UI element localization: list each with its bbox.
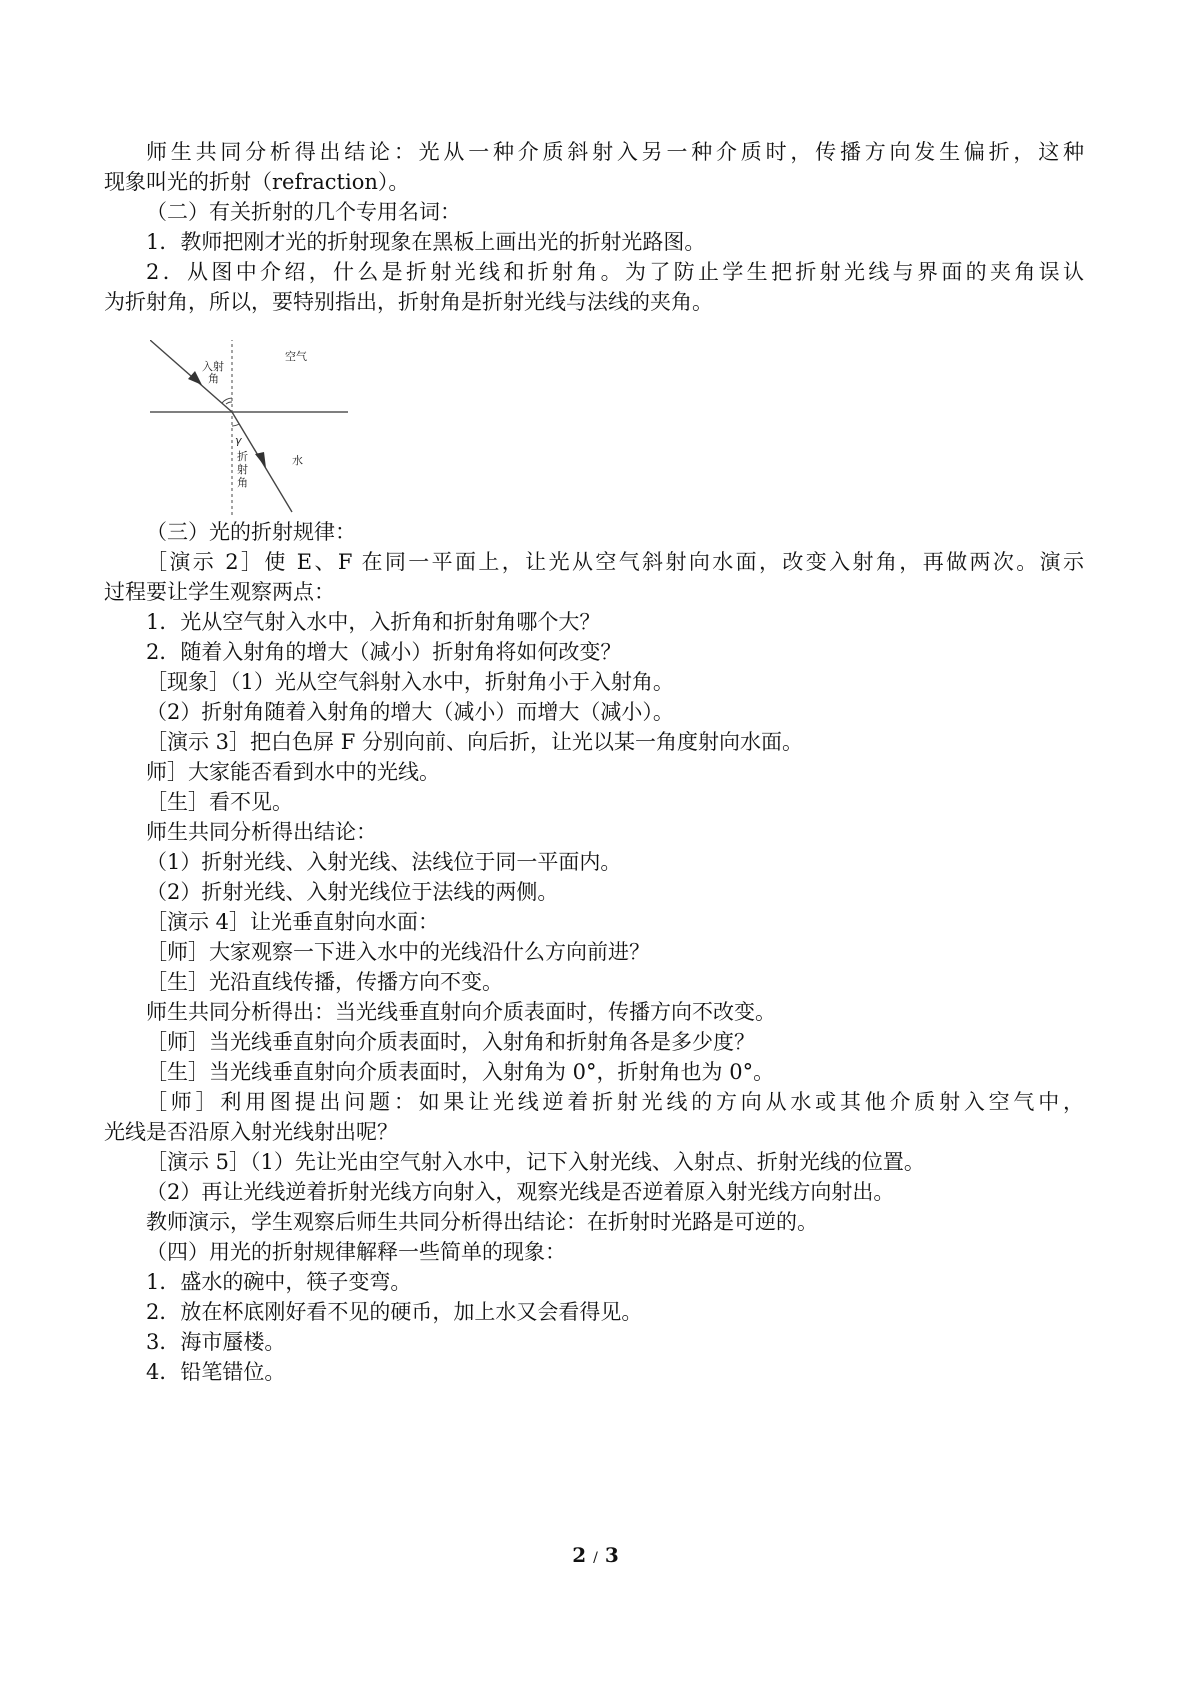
phenomenon-1: ［现象］（1）光从空气斜射入水中，折射角小于入射角。	[146, 670, 674, 694]
student-answer-1: ［生］看不见。	[146, 790, 293, 814]
water-label: 水	[292, 454, 303, 467]
paragraph-conclusion-line1: 师生共同分析得出结论：光从一种介质斜射入另一种介质时，传播方向发生偏折，这种	[146, 140, 1084, 164]
incidence-label-1: 入射	[202, 360, 224, 373]
teacher-question-2: ［师］大家观察一下进入水中的光线沿什么方向前进？	[146, 940, 650, 964]
refraction-diagram	[150, 340, 380, 535]
refraction-label-1: 折	[237, 450, 248, 463]
phenomenon-item-2: 2．放在杯底刚好看不见的硬币，加上水又会看得见。	[146, 1300, 643, 1324]
demo3: ［演示 3］把白色屏 F 分别向前、向后折，让光以某一角度射向水面。	[146, 730, 803, 754]
demo2-line1: ［演示 2］使 E、F 在同一平面上，让光从空气斜射向水面，改变入射角，再做两次。演示	[146, 550, 1084, 574]
conclusion-1: （1）折射光线、入射光线、法线位于同一平面内。	[146, 850, 622, 874]
section-heading-laws: （三）光的折射规律：	[146, 520, 356, 544]
list-item-2-line2: 为折射角，所以，要特别指出，折射角是折射光线与法线的夹角。	[104, 290, 713, 314]
demo4: ［演示 4］让光垂直射向水面：	[146, 910, 440, 934]
list-item-2-line1: 2．从图中介绍，什么是折射光线和折射角。为了防止学生把折射光线与界面的夹角误认	[146, 260, 1084, 284]
phenomenon-item-1: 1．盛水的碗中，筷子变弯。	[146, 1270, 412, 1294]
refraction-label-2: 射	[237, 463, 248, 476]
page-number	[0, 1543, 1191, 1567]
teacher-question-4-line1: ［师］利用图提出问题：如果让光线逆着折射光线的方向从水或其他介质射入空气中，	[146, 1090, 1084, 1114]
refracted-arrow-icon	[255, 452, 266, 468]
incidence-label-2: 角	[208, 372, 219, 385]
refraction-diagram-svg	[150, 340, 380, 535]
incident-arrow-icon	[188, 371, 202, 385]
section-heading-terms: （二）有关折射的几个专用名词：	[146, 200, 461, 224]
section-heading-phenomena: （四）用光的折射规律解释一些简单的现象：	[146, 1240, 566, 1264]
refraction-label-3: 角	[237, 476, 248, 489]
question-1: 1．光从空气射入水中，入折角和折射角哪个大？	[146, 610, 601, 634]
phenomenon-2: （2）折射角随着入射角的增大（减小）而增大（减小）。	[146, 700, 674, 724]
teacher-question-1: 师］大家能否看到水中的光线。	[146, 760, 440, 784]
conclusion-heading: 师生共同分析得出结论：	[146, 820, 377, 844]
list-item-1: 1．教师把刚才光的折射现象在黑板上画出光的折射光路图。	[146, 230, 706, 254]
student-answer-3: ［生］当光线垂直射向介质表面时，入射角为 0°，折射角也为 0°。	[146, 1060, 775, 1084]
phenomenon-item-4: 4．铅笔错位。	[146, 1360, 286, 1384]
incidence-angle-arc-inner	[226, 402, 232, 404]
gamma-label: γ	[235, 434, 242, 447]
student-answer-2: ［生］光沿直线传播，传播方向不变。	[146, 970, 503, 994]
air-label: 空气	[285, 350, 307, 363]
reversibility-conclusion: 教师演示，学生观察后师生共同分析得出结论：在折射时光路是可逆的。	[146, 1210, 818, 1234]
demo5-step1: ［演示 5］（1）先让光由空气射入水中，记下入射光线、入射点、折射光线的位置。	[146, 1150, 925, 1174]
page-total: 3	[604, 1543, 619, 1567]
page-separator: /	[593, 1550, 598, 1566]
demo2-line2: 过程要让学生观察两点：	[104, 580, 335, 604]
question-2: 2．随着入射角的增大（减小）折射角将如何改变？	[146, 640, 622, 664]
demo5-step2: （2）再让光线逆着折射光线方向射入，观察光线是否逆着原入射光线方向射出。	[146, 1180, 895, 1204]
refraction-angle-arc	[232, 424, 239, 426]
conclusion-2: （2）折射光线、入射光线位于法线的两侧。	[146, 880, 559, 904]
paragraph-conclusion-line2: 现象叫光的折射（refraction）。	[104, 170, 410, 194]
teacher-question-4-line2: 光线是否沿原入射光线射出呢？	[104, 1120, 398, 1144]
page-current: 2	[572, 1543, 587, 1567]
teacher-question-3: ［师］当光线垂直射向介质表面时，入射角和折射角各是多少度？	[146, 1030, 755, 1054]
phenomenon-item-3: 3．海市蜃楼。	[146, 1330, 286, 1354]
joint-conclusion: 师生共同分析得出：当光线垂直射向介质表面时，传播方向不改变。	[146, 1000, 776, 1024]
